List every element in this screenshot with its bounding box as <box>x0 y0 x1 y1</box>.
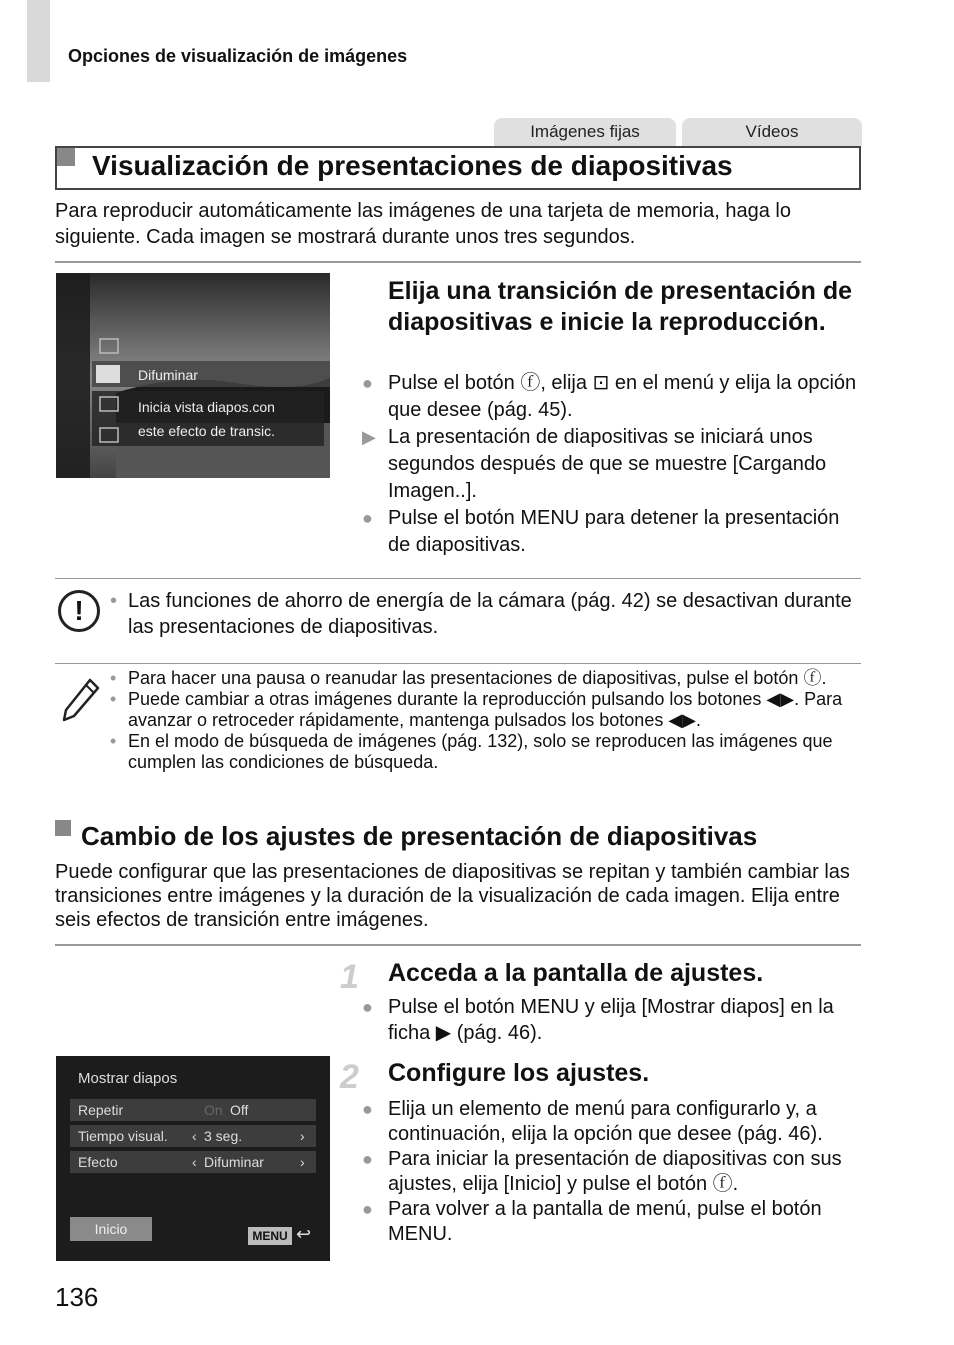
section-title: Cambio de los ajustes de presentación de diapositivas <box>81 821 758 851</box>
bullet-dot-icon: ● <box>362 997 373 1017</box>
step-title: Configure los ajustes. <box>388 1059 650 1087</box>
side-thumb-tab <box>27 0 50 82</box>
return-arrow-icon: ↩ <box>296 1224 312 1244</box>
caution-item: • Las funciones de ahorro de energía de la cámara (pág. 42) se desactivan durante las presentaciones de diapositivas. <box>110 590 852 638</box>
chevron-left-icon: ‹ <box>192 1154 197 1170</box>
menu-row-display-time: Tiempo visual. ‹ 3 seg. › <box>70 1125 316 1147</box>
screen-desc-2: este efecto de transic. <box>138 423 275 439</box>
bullet: ● Pulse el botón ⓕ, elija ⊡ en el menú y elija la opción que desee (pág. 45). <box>362 372 857 421</box>
section-intro: Puede configurar que las presentaciones de diapositivas se repitan y también cambiar las transiciones entre imágenes y la duración de la visualización de cada imagen. Elija entre seis efectos de transición entre imágenes. <box>55 861 850 931</box>
page-number: 136 <box>55 1282 99 1312</box>
bullet: ● Para volver a la pantalla de menú, pulse el botón MENU. <box>362 1198 822 1245</box>
bullet: ● Para iniciar la presentación de diapositivas con sus ajustes, elija [Inicio] y pulse el botón ⓕ. <box>362 1148 842 1195</box>
note-item: • Puede cambiar a otras imágenes durante la reproducción pulsando los botones ◀▶. Para avanzar o retroceder rápidamente, mantenga pulsados los botones ◀▶. <box>110 689 843 730</box>
camera-screen-transition <box>56 273 330 478</box>
running-head: Opciones de visualización de imágenes <box>68 46 408 66</box>
bullet-dot-icon: ● <box>362 1149 373 1169</box>
screen-desc-1: Inicia vista diapos.con <box>138 399 275 415</box>
divider <box>55 578 861 579</box>
bullet: ▶ La presentación de diapositivas se iniciará unos segundos después de que se muestre [Cargando Imagen..]. <box>362 426 827 502</box>
step-bullets <box>362 370 862 559</box>
section-title: Visualización de presentaciones de diapositivas <box>92 150 733 181</box>
tab-videos: Vídeos <box>682 118 862 146</box>
step-title: Elija una transición de presentación de diapositivas e inicie la reproducción. <box>388 277 853 336</box>
section-marker-icon <box>57 148 75 166</box>
step-title: Acceda a la pantalla de ajustes. <box>388 959 764 987</box>
section-marker-icon <box>55 820 71 836</box>
bullet-dot-icon: ● <box>362 508 373 528</box>
divider <box>55 261 861 263</box>
menu-key-icon: MENU <box>248 1227 292 1245</box>
step-number: 1 <box>340 958 359 996</box>
menu-row-effect: Efecto ‹ Difuminar › <box>70 1151 316 1173</box>
divider <box>55 663 861 664</box>
chevron-right-icon: › <box>300 1128 305 1144</box>
step-bullets <box>362 994 862 1046</box>
bullet-dot-icon: ● <box>362 1099 373 1119</box>
tab-still-images: Imágenes fijas <box>494 118 676 146</box>
chevron-left-icon: ‹ <box>192 1128 197 1144</box>
bullet-dot-icon: ● <box>362 373 373 393</box>
pencil-icon <box>60 676 100 722</box>
menu-row-repeat: Repetir On Off <box>70 1099 316 1121</box>
start-button: Inicio <box>70 1217 152 1241</box>
result-arrow-icon: ▶ <box>362 427 376 447</box>
caution-list <box>110 588 860 640</box>
step-number: 2 <box>340 1058 359 1096</box>
camera-screen-slideshow-menu <box>56 1056 330 1261</box>
bullet: ● Pulse el botón MENU y elija [Mostrar diapos] en la ficha ▶ (pág. 46). <box>362 996 834 1044</box>
step-bullets <box>362 1097 862 1247</box>
chevron-right-icon: › <box>300 1154 305 1170</box>
note-item: • En el modo de búsqueda de imágenes (pág. 132), solo se reproducen las imágenes que cumplen las condiciones de búsqueda. <box>110 731 833 772</box>
menu-title: Mostrar diapos <box>78 1070 178 1087</box>
section-intro: Para reproducir automáticamente las imágenes de una tarjeta de memoria, haga lo siguiente. Cada imagen se mostrará durante unos tres segundos. <box>55 200 791 248</box>
note-item: • Para hacer una pausa o reanudar las presentaciones de diapositivas, pulse el botón ⓕ. <box>110 668 827 688</box>
screen-effect-label: Difuminar <box>138 367 198 383</box>
bullet: ● Elija un elemento de menú para configurarlo y, a continuación, elija la opción que desee (pág. 46). <box>362 1098 823 1145</box>
bullet: ● Pulse el botón MENU para detener la presentación de diapositivas. <box>362 507 840 556</box>
notes-list <box>110 668 860 773</box>
bullet-dot-icon: ● <box>362 1199 373 1219</box>
caution-icon: ! <box>58 590 100 632</box>
divider <box>55 944 861 946</box>
